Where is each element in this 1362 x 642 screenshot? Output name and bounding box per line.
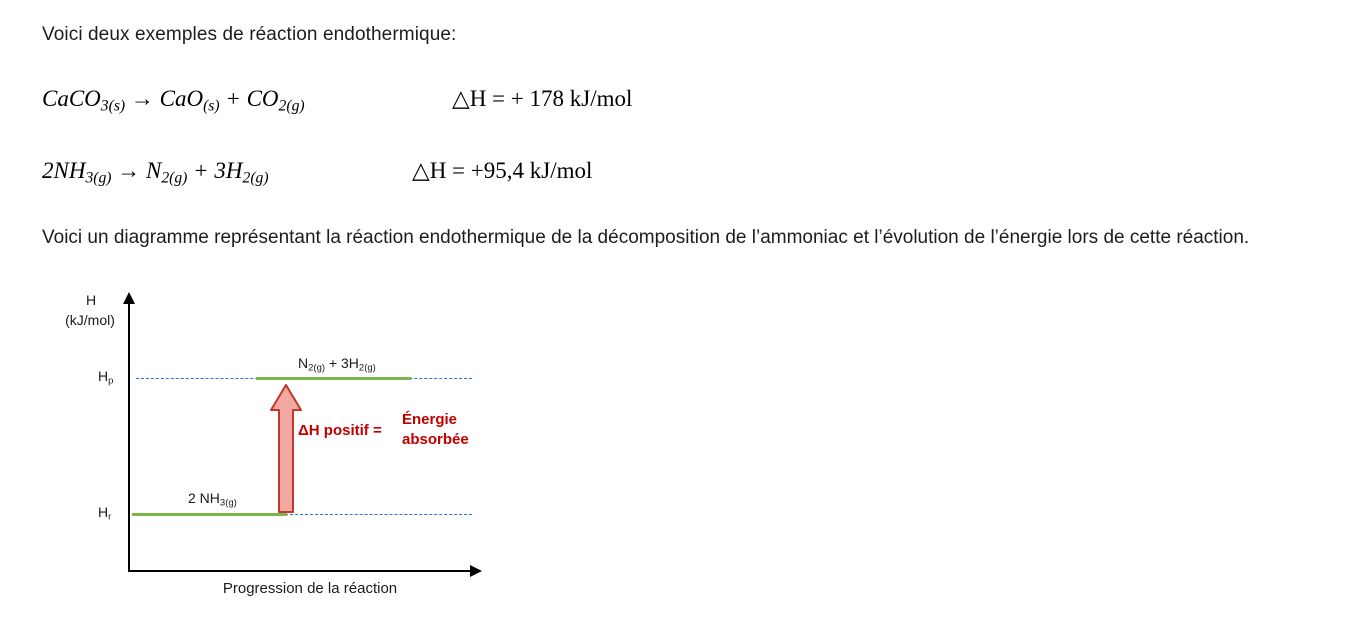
x-axis-line	[128, 570, 473, 572]
energy-absorbed-line1: Énergie	[402, 411, 458, 428]
equation-1-enthalpy: △H = + 178 kJ/mol	[452, 86, 633, 111]
paragraph-text: Voici un diagramme représentant la réaction endothermique de la décomposition de l’ammoniac et l’évolution de l’énergie lors de cette réaction.	[42, 227, 1250, 248]
y-axis-unit-label: (kJ/mol)	[65, 312, 115, 328]
y-axis-line	[128, 302, 130, 572]
equation-2-reaction: $2NH_{3(g)} \to N_{2(g)} + 3H_{2(g)}$	[42, 158, 269, 187]
products-energy-level	[256, 377, 411, 380]
equation-2-enthalpy: △H = +95,4 kJ/mol	[412, 158, 593, 183]
delta-h-label: ΔH positif =	[298, 422, 382, 439]
reactants-energy-level	[132, 513, 287, 516]
delta-h-up-arrow-icon	[268, 382, 304, 515]
reactants-species-label: 2 $NH_{3(g)}$	[188, 490, 237, 509]
intro-text: Voici deux exemples de réaction endothermique:	[42, 24, 457, 45]
energy-diagram	[40, 290, 560, 610]
energy-absorbed-label	[402, 410, 532, 451]
y-axis-label: H	[85, 292, 97, 308]
products-level-tick-label: $H_p$	[98, 368, 114, 387]
energy-absorbed-line2: absorbée	[402, 431, 469, 449]
x-axis-arrow-icon	[470, 565, 482, 577]
reactants-level-tick-label: $H_r$	[98, 504, 112, 523]
equation-1-reaction: CaCO$_{3(s)}$ → $CaO_{(s)} + CO_{2(g)}$	[42, 86, 305, 115]
products-species-label: $N_{2(g)} + 3H_{2(g)}$	[298, 355, 376, 374]
x-axis-title: Progression de la réaction	[222, 580, 398, 597]
